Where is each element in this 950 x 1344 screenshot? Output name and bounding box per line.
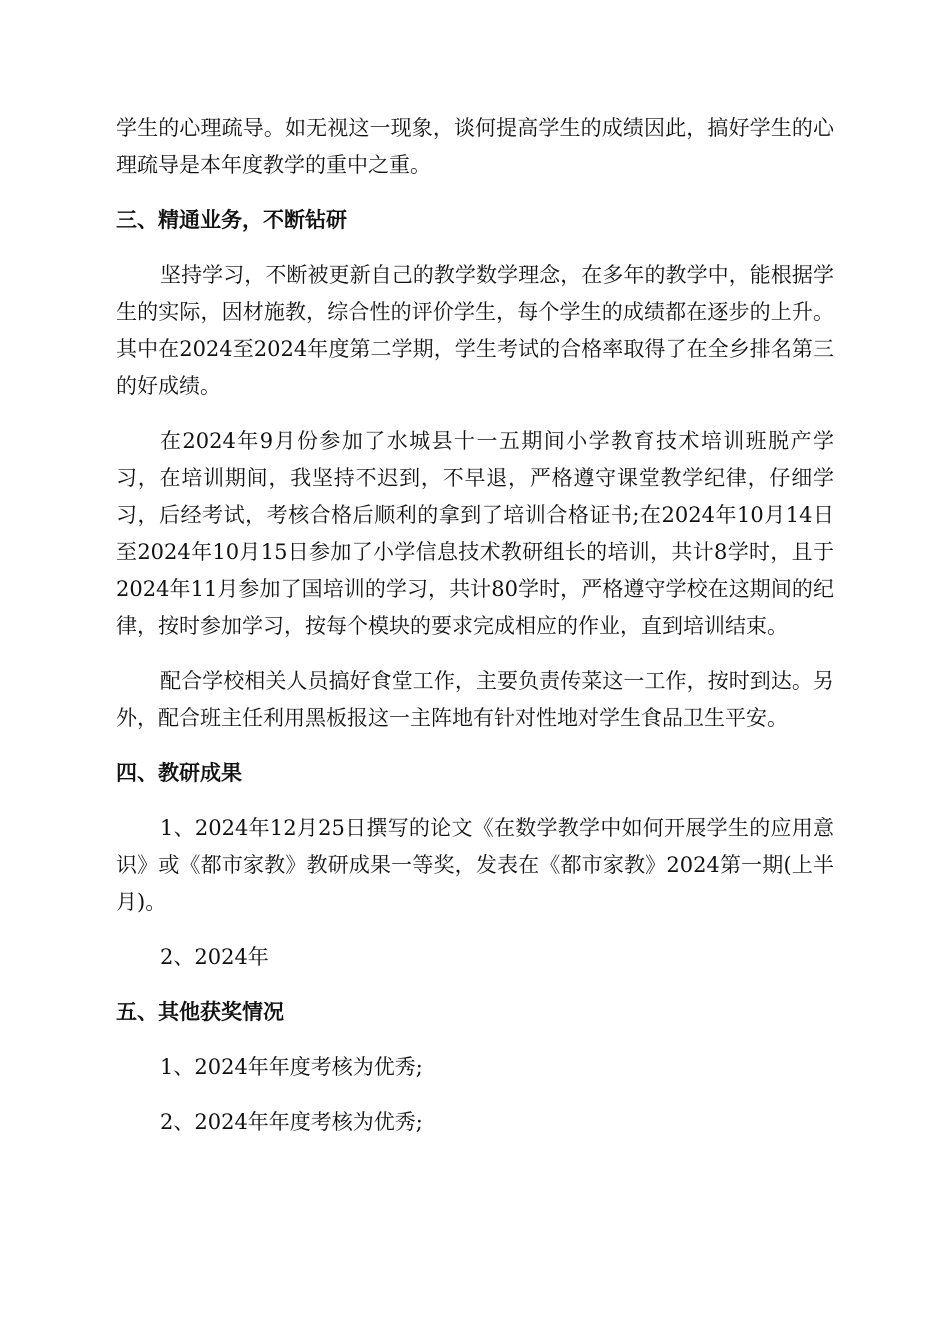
paragraph-study: 坚持学习，不断被更新自己的教学数学理念，在多年的教学中，能根据学生的实际，因材施教，综合性的评价学生，每个学生的成绩都在逐步的上升。其中在2024至2024年度第二学期，学生考试的合格率取得了在全乡排名第三的好成绩。: [116, 263, 834, 398]
paragraph-canteen: 配合学校相关人员搞好食堂工作，主要负责传菜这一工作，按时到达。另外，配合班主任利用黑板报这一主阵地有针对性地对学生食品卫生平安。: [116, 669, 834, 730]
research-item-1: 1、2024年12月25日撰写的论文《在数学教学中如何开展学生的应用意识》或《都市家教》教研成果一等奖，发表在《都市家教》2024第一期(上半月)。: [116, 816, 834, 914]
section-heading-4: 四、教研成果: [116, 761, 242, 785]
award-item-1: 1、2024年年度考核为优秀;: [160, 1055, 423, 1079]
section-heading-5: 五、其他获奖情况: [116, 1000, 284, 1024]
award-item-2: 2、2024年年度考核为优秀;: [160, 1110, 423, 1134]
document-page: [116, 110, 834, 1141]
section-heading-3: 三、精通业务，不断钻研: [116, 208, 347, 232]
paragraph-training: 在2024年9月份参加了水城县十一五期间小学教育技术培训班脱产学习，在培训期间，我坚持不迟到，不早退，严格遵守课堂教学纪律，仔细学习，后经考试，考核合格后顺利的拿到了培训合格证书;在2024年10月14日至2024年10月15日参加了小学信息技术教研组长的培训，共计8学时，且于2024年11月参加了国培训的学习，共计80学时，严格遵守学校在这期间的纪律，按时参加学习，按每个模块的要求完成相应的作业，直到培训结束。: [116, 429, 834, 638]
research-item-2: 2、2024年: [160, 945, 269, 969]
paragraph-continuation: 学生的心理疏导。如无视这一现象，谈何提高学生的成绩因此，搞好学生的心理疏导是本年度教学的重中之重。: [116, 116, 834, 177]
